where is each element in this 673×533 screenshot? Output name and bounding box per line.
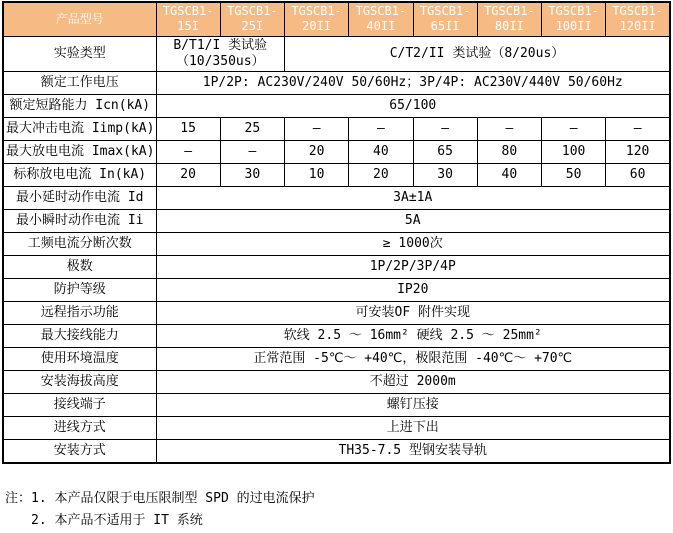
table-cell: B/T1/I 类试验（10/350us） xyxy=(156,36,285,72)
table-row xyxy=(3,302,670,325)
table-cell: 软线 2.5 ～ 16mm² 硬线 2.5 ～ 25mm² xyxy=(156,325,670,348)
table-cell: 20 xyxy=(285,141,349,164)
row-label: 标称放电电流 In(kA) xyxy=(3,164,156,187)
row-label: 安装方式 xyxy=(3,440,156,463)
table-row xyxy=(3,325,670,348)
table-row xyxy=(3,210,670,233)
table-cell: 80 xyxy=(477,141,541,164)
table-cell: – xyxy=(349,118,413,141)
table-row xyxy=(3,256,670,279)
table-cell: 上进下出 xyxy=(156,417,670,440)
table-row xyxy=(3,417,670,440)
header-model-col: TGSCB1-120II xyxy=(606,2,670,36)
table-cell: 5A xyxy=(156,210,670,233)
table-cell: ≥ 1000次 xyxy=(156,233,670,256)
header-model-col: TGSCB1-25I xyxy=(220,2,284,36)
row-label: 使用环境温度 xyxy=(3,348,156,371)
row-label: 额定工作电压 xyxy=(3,72,156,95)
table-cell: 1P/2P/3P/4P xyxy=(156,256,670,279)
row-label: 最大放电电流 Imax(kA) xyxy=(3,141,156,164)
table-row xyxy=(3,187,670,210)
header-model-col: TGSCB1-80II xyxy=(477,2,541,36)
table-row xyxy=(3,279,670,302)
table-row xyxy=(3,164,670,187)
spec-table xyxy=(2,1,671,464)
table-cell: – xyxy=(220,141,284,164)
table-cell: TH35-7.5 型钢安装导轨 xyxy=(156,440,670,463)
table-cell: – xyxy=(477,118,541,141)
row-label: 额定短路能力 Icn(kA) xyxy=(3,95,156,118)
table-row xyxy=(3,118,670,141)
table-cell: – xyxy=(606,118,670,141)
table-cell: 65 xyxy=(413,141,477,164)
row-label: 极数 xyxy=(3,256,156,279)
row-label: 防护等级 xyxy=(3,279,156,302)
footnotes xyxy=(5,488,315,532)
table-cell: 20 xyxy=(156,164,220,187)
footnote-line: 注：1. 本产品仅限于电压限制型 SPD 的过电流保护 xyxy=(5,491,315,506)
table-cell: 50 xyxy=(542,164,606,187)
header-model-col: TGSCB1-20II xyxy=(285,2,349,36)
table-cell: IP20 xyxy=(156,279,670,302)
table-cell: 1P/2P: AC230V/240V 50/60Hz；3P/4P: AC230V/440V 50/60Hz xyxy=(156,72,670,95)
table-row xyxy=(3,36,670,72)
table-row xyxy=(3,141,670,164)
table-row xyxy=(3,348,670,371)
table-cell: 可安装OF 附件实现 xyxy=(156,302,670,325)
table-cell: 20 xyxy=(349,164,413,187)
table-cell: 螺钉压接 xyxy=(156,394,670,417)
table-cell: – xyxy=(156,141,220,164)
table-cell: C/T2/II 类试验（8/20us） xyxy=(285,36,671,72)
table-cell: 3A±1A xyxy=(156,187,670,210)
table-cell: – xyxy=(413,118,477,141)
header-model-col: TGSCB1-100II xyxy=(542,2,606,36)
table-row xyxy=(3,440,670,463)
table-row xyxy=(3,95,670,118)
header-product-model: 产品型号 xyxy=(3,2,156,36)
table-cell: 40 xyxy=(477,164,541,187)
table-cell: 15 xyxy=(156,118,220,141)
row-label: 最小瞬时动作电流 Ii xyxy=(3,210,156,233)
table-cell: 30 xyxy=(413,164,477,187)
table-cell: 正常范围 -5℃～ +40℃，极限范围 -40℃～ +70℃ xyxy=(156,348,670,371)
row-label: 进线方式 xyxy=(3,417,156,440)
header-model-col: TGSCB1-15I xyxy=(156,2,220,36)
header-model-col: TGSCB1-40II xyxy=(349,2,413,36)
table-cell: 30 xyxy=(220,164,284,187)
table-header-row xyxy=(3,2,670,36)
table-row xyxy=(3,394,670,417)
row-label: 接线端子 xyxy=(3,394,156,417)
table-cell: 10 xyxy=(285,164,349,187)
table-cell: 100 xyxy=(542,141,606,164)
row-label: 工频电流分断次数 xyxy=(3,233,156,256)
table-cell: – xyxy=(285,118,349,141)
table-row xyxy=(3,371,670,394)
row-label: 安装海拔高度 xyxy=(3,371,156,394)
table-row xyxy=(3,233,670,256)
row-label: 实验类型 xyxy=(3,36,156,72)
table-cell: 40 xyxy=(349,141,413,164)
row-label: 最小延时动作电流 Id xyxy=(3,187,156,210)
row-label: 最大冲击电流 Iimp(kA) xyxy=(3,118,156,141)
table-cell: 60 xyxy=(606,164,670,187)
footnote-line: 2. 本产品不适用于 IT 系统 xyxy=(31,513,203,528)
table-cell: 25 xyxy=(220,118,284,141)
row-label: 远程指示功能 xyxy=(3,302,156,325)
header-model-col: TGSCB1-65II xyxy=(413,2,477,36)
table-cell: 120 xyxy=(606,141,670,164)
table-cell: 不超过 2000m xyxy=(156,371,670,394)
row-label: 最大接线能力 xyxy=(3,325,156,348)
table-cell: – xyxy=(542,118,606,141)
table-row xyxy=(3,72,670,95)
table-cell: 65/100 xyxy=(156,95,670,118)
